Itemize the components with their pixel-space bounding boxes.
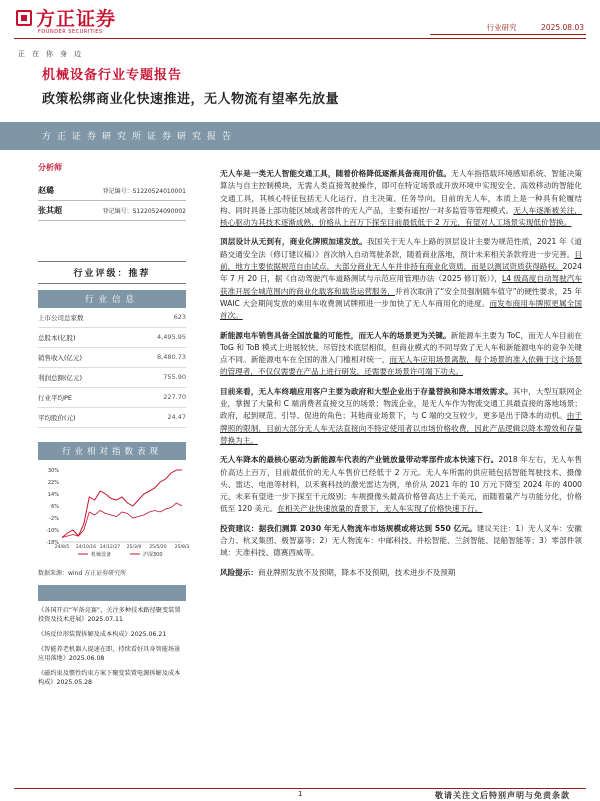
paragraph-text: 2024 年 7 月 20 日，据《自动驾驶汽车道路测试与示范应用管理办法（2025 修订版）》， xyxy=(220,262,582,284)
paragraph-lead: 顶层设计从无到有，商业化牌照加速发放。 xyxy=(220,237,367,247)
y-tick-label: 14% xyxy=(47,492,59,498)
paragraph-lead: 无人车降本的最核心驱动为新能源车代表的产业链放量带动零部件成本快速下行。 xyxy=(220,455,499,465)
analyst-row xyxy=(38,201,186,221)
report-category: 行业研究 xyxy=(486,23,517,32)
header-meta xyxy=(465,22,584,33)
analyst-name: 赵璐 xyxy=(38,186,54,195)
x-tick-label: 24/10/16 xyxy=(75,545,97,550)
paragraph-text: 无人车指搭载环境感知系统、智能决策算法与自主控制模块，无需人类直接驾驶操作，即可在特定场景或开放环境中实现安全、高效移动的智能化交通工具，其核心特征包括无人化运行、自主决策、任务导向。目前的无人车，本质上是一种具有轮履结构、同时具备上部功能区域或者部件的无人产品，主要有遥控/一对多监管等管理模式。 xyxy=(220,169,583,215)
paragraph-lead: 目前来看，无人车终端应用客户主要为政府和大型企业出于存量替换和降本增效需求。 xyxy=(220,386,513,396)
paragraph-text: 商业牌照发放不及预期，降本不及预期，技术进步不及预期 xyxy=(257,567,456,577)
info-value: 755.90 xyxy=(163,373,186,381)
legend-label: 沪深300 xyxy=(143,552,163,558)
info-value: 4,495.95 xyxy=(157,333,186,341)
paragraph xyxy=(220,330,582,379)
industry-info-heading: 行业信息 xyxy=(38,290,186,308)
related-report-item[interactable]: 《各国开启“军备竞赛”，关注多种技术路径聚变装置投资及技术进展》2025.07.11 xyxy=(38,607,181,623)
related-reports-heading xyxy=(38,585,186,601)
paragraph-text: 并首次取消了“安全员强制随车值守”的硬性要求，25 年 WAIC 大会期间发放的乘用车收费测试牌照进一步加快了无人车商用化的进度。 xyxy=(220,286,583,308)
info-row xyxy=(38,388,186,408)
institute-band xyxy=(0,122,600,150)
info-label: 平均股价(元) xyxy=(38,414,76,422)
page-number: 1 xyxy=(298,790,303,798)
related-report-item[interactable]: 《智能养老机器人提速在即，持续看好具身智能场景应用落地》2025.06.08 xyxy=(38,645,181,662)
industry-rating: 行业评级：推荐 xyxy=(38,261,186,284)
y-tick-label: -2% xyxy=(49,516,59,522)
paragraph xyxy=(220,386,582,447)
x-tick-label: 25/5/20 xyxy=(149,545,167,550)
y-tick-label: 22% xyxy=(47,480,59,486)
underlined-text: 目前，地方主要依据规范自由试点，大部分商业无人车并非持有商业化资质，而是以测试资质获得路权。 xyxy=(220,249,582,272)
info-label: 总股本(亿股) xyxy=(38,334,76,342)
underlined-text: 由于牌照的限制，目前大部分无人车无法直接向不特定使用者以市场价格收费，因此产品逻辑以降本增效和存量替换为主。 xyxy=(220,411,583,445)
paragraph-text: 新能源车主要为 ToC，而无人车目前在 ToG 和 ToB 模式上进展较快。尽管技术底层相似，但商业模式的不同导致了无人车和新能源电车的竞争关键点不同。新能源电车在全国的准入门槛相对统一， xyxy=(220,330,582,365)
paragraph xyxy=(220,567,582,579)
logo-text: 方正证券 xyxy=(36,8,117,30)
report-body xyxy=(220,168,582,586)
logo-mark-icon xyxy=(16,10,32,26)
underlined-text: 而无人车应用场景离散，每个场景的准入依赖于这个场景的管理者，不仅仅需要在产品上进行研发，还需要在场景许可端下功夫。 xyxy=(220,355,582,377)
footer-rule xyxy=(14,788,586,789)
report-title: 政策松绑商业化快速推进，无人物流有望率先放量 xyxy=(42,92,340,107)
paragraph-lead: 风险提示： xyxy=(220,567,258,577)
paragraph-text: 建议关注：1）无人叉车：安徽合力、杭叉集团、极智嘉等；2）无人物流车：中邮科技、井松智能、兰剑智能、昆船智能等；3）零部件领域：天准科技、德赛西威等。 xyxy=(220,523,582,558)
paragraph-lead: 新能源电车销售具备全国放量的可能性，而无人车的场景更为关键。 xyxy=(220,330,451,340)
info-row xyxy=(38,408,186,428)
info-value: 8,480.73 xyxy=(157,353,186,361)
underlined-text: 而发布商用车牌照更属全国首次。 xyxy=(220,298,582,321)
x-tick-label: 24/8/5 xyxy=(54,545,70,550)
sidebar xyxy=(38,162,190,688)
info-value: 24.47 xyxy=(167,413,186,421)
info-row xyxy=(38,368,186,388)
info-label: 利润总额(亿元) xyxy=(38,374,83,382)
info-row xyxy=(38,348,186,368)
y-tick-label: -18% xyxy=(46,540,59,546)
series-line xyxy=(62,470,182,538)
underlined-text: 在相关产业快速放量的背景下，无人车实现了价格快速下行。 xyxy=(277,504,483,514)
legend-label: 机械设备 xyxy=(91,552,112,558)
analyst-row xyxy=(38,181,186,201)
paragraph xyxy=(220,168,582,229)
slogan: 正在你身边 xyxy=(18,50,88,58)
x-tick-label: 24/12/27 xyxy=(99,545,121,550)
paragraph xyxy=(220,236,582,322)
report-date: 2025.08.03 xyxy=(541,23,584,32)
logo-subtext: FOUNDER SECURITIES xyxy=(38,29,103,35)
y-tick-label: 6% xyxy=(51,504,59,510)
info-row xyxy=(38,328,186,348)
header-rule-short xyxy=(430,34,586,35)
info-row xyxy=(38,308,186,328)
paragraph-lead: 无人车是一类无人智能交通工具，随着价格降低逐渐具备商用价值。 xyxy=(220,169,452,178)
paragraph-lead: 投资建议：据我们测算 2030 年无人物流车市场规模或将达到 550 亿元。 xyxy=(220,523,477,533)
paragraph-text: 其中，大型互联网企业，掌握了大量和 C 端消费者直接交互的场景；物流企业，是无人车作为物流交通工具最直接的落地场景；政府，起到规范、引导、促进的角色；其他商业场景下，与 C 端的交互较少，更多是出于降本的动机。 xyxy=(220,386,583,421)
info-value: 623 xyxy=(173,313,186,321)
x-tick-label: 25/3/9 xyxy=(126,545,142,550)
band-text: 方正证券研究所证券研究报告 xyxy=(42,132,238,142)
related-report-item[interactable]: 《场反位形装置拆解及成本构成》2025.06.21 xyxy=(38,630,167,638)
analyst-name: 张其超 xyxy=(38,206,62,215)
y-tick-label: -10% xyxy=(46,528,59,534)
info-label: 上市公司总家数 xyxy=(38,314,84,322)
paragraph xyxy=(220,454,582,515)
analyst-reg: 登记编号：S1220524090002 xyxy=(102,208,186,215)
paragraph-text: 2018 年左右，无人车售价高达上百万，目前最低价的无人车售价已经低于 2 万元。无人车所需的供应链包括智能驾驶技术、摄像头、雷达、电池等材料，以禾赛科技的激光雷达为例，单价从 2021 年的 10 万元下降至 2024 年的 4000 元，未来有望进一步下探至千元级别；车规摄像头最高价格曾高达上千美元，而随着量产与功能分化，价格低至 120 美元。 xyxy=(220,455,582,514)
paragraph xyxy=(220,523,582,560)
analyst-reg: 登记编号：S1220524010001 xyxy=(102,188,186,195)
info-label: 行业平均PE xyxy=(38,394,73,402)
company-logo xyxy=(16,4,146,59)
info-label: 销售收入(亿元) xyxy=(38,354,83,362)
paragraph-text: 我国关于无人车上路的顶层设计主要为规范性质，2021 年《道路交通安全法（修订建议稿）》首次纳入自动驾驶条款，随着商业落地，预计未来相关条款将进一步完善。 xyxy=(220,237,582,259)
performance-heading: 行业相对指数表现 xyxy=(38,442,186,460)
chart-source: 数据来源：wind 方正证券研究所 xyxy=(38,570,127,577)
x-tick-label: 25/8/3 xyxy=(174,545,190,550)
y-tick-label: 30% xyxy=(47,468,59,474)
relative-performance-chart xyxy=(38,464,190,564)
report-topic: 机械设备行业专题报告 xyxy=(42,68,183,83)
info-value: 227.70 xyxy=(163,393,186,401)
header-rule xyxy=(14,38,586,39)
related-report-item[interactable]: 《磁约束及惯性约束方案下聚变装置电源拆解及成本构成》2025.05.28 xyxy=(38,669,181,686)
disclaimer-note: 敬请关注文后特别声明与免责条款 xyxy=(435,791,570,800)
underlined-text: L4 级高度自动驾驶汽车获准开展全城范围内的商业化载客和载货运营服务， xyxy=(220,274,582,296)
analysts-heading: 分析师 xyxy=(38,163,62,172)
underlined-text: 无人车逐渐被关注，核心驱动为其技术逐渐成熟，价格从上百万下探至目前最低低于 2 万元，有望对人工场景实现低价替换。 xyxy=(220,205,582,228)
